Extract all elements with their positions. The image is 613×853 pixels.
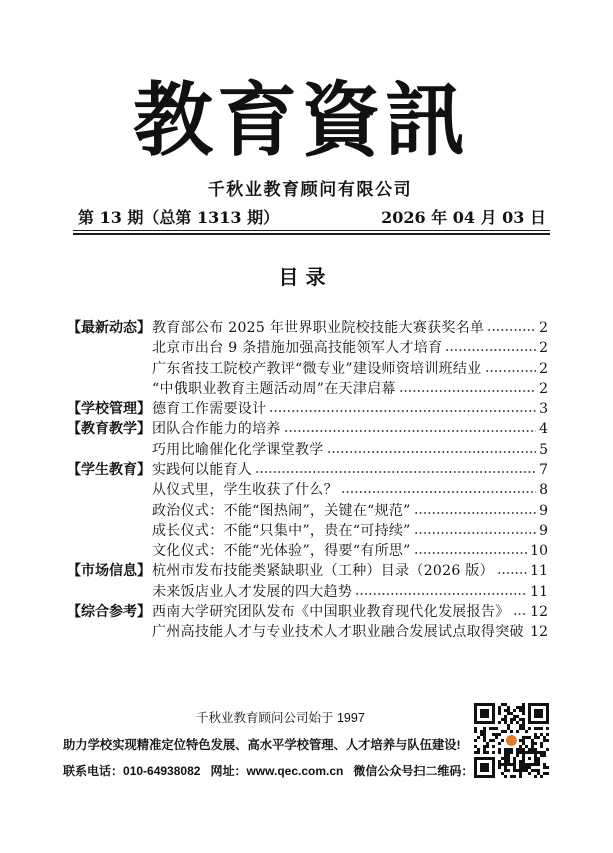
toc-entry-title: 德育工作需要设计: [152, 401, 267, 418]
toc-dot-leader: [255, 460, 536, 480]
toc-entry-title: 广东省技工院校产教评“微专业”建设师资培训班结业: [152, 360, 482, 377]
toc-section-label: 【学校管理】: [67, 401, 151, 418]
qr-logo: [506, 735, 517, 746]
toc-entry-page: 4: [539, 421, 548, 438]
toc-row: [67, 541, 548, 561]
toc-dot-leader: [341, 480, 536, 500]
toc-dot-leader: [485, 359, 537, 379]
table-of-contents: [67, 318, 548, 642]
toc-entry-page: 10: [530, 543, 548, 560]
toc-entry-title: 团队合作能力的培养: [152, 421, 281, 438]
toc-entry-title: 杭州市发布技能类紧缺职业（工种）目录（2026 版）: [152, 563, 494, 580]
toc-entry-title: 西南大学研究团队发布《中国职业教育现代化发展报告》: [152, 603, 510, 620]
issue-number: 第 13 期（总第 1313 期）: [78, 208, 280, 227]
toc-row: [67, 338, 548, 358]
issue-date: 2026 年 04 月 03 日: [381, 208, 546, 227]
toc-entry-page: 12: [530, 624, 548, 641]
toc-section-label: 【市场信息】: [67, 563, 151, 580]
toc-dot-leader: [513, 602, 528, 622]
footer-since: 千秋业教育顾问公司始于 1997: [196, 711, 365, 725]
toc-dot-leader: [327, 440, 536, 460]
toc-entry-page: 7: [539, 461, 548, 478]
toc-row: [67, 561, 548, 581]
toc-entry-title: 广州高技能人才与专业技术人才职业融合发展试点取得突破: [152, 624, 524, 641]
toc-entry-page: 3: [539, 401, 548, 418]
toc-row: [67, 460, 548, 480]
footer-contact-line: [63, 763, 473, 779]
toc-entry-page: 9: [539, 522, 548, 539]
toc-entry-page: 2: [539, 380, 548, 397]
publisher-name: 千秋业教育顾问有限公司: [207, 180, 413, 200]
toc-entry-page: 9: [539, 502, 548, 519]
toc-dot-leader: [497, 561, 527, 581]
toc-row: [67, 602, 548, 622]
toc-row: [67, 399, 548, 419]
toc-entry-title: 成长仪式：不能“只集中”，贵在“可持续”: [152, 522, 411, 539]
toc-row: [67, 440, 548, 460]
toc-section-label: 【最新动态】: [67, 320, 151, 337]
qr-code-icon: [474, 703, 549, 778]
toc-row: [67, 318, 548, 338]
toc-row: [67, 500, 548, 520]
toc-dot-leader: [414, 501, 536, 521]
toc-entry-title: 巧用比喻催化化学课堂教学: [152, 441, 324, 458]
toc-dot-leader: [399, 379, 536, 399]
phone-number: 010-64938082: [123, 764, 201, 778]
toc-section-label: 【综合参考】: [67, 603, 151, 620]
footer-slogan: 助力学校实现精准定位特色发展、高水平学校管理、人才培养与队伍建设!: [63, 738, 461, 752]
toc-entry-title: 未来饭店业人才发展的四大趋势: [152, 583, 353, 600]
website-url: www.qec.com.cn: [246, 764, 344, 778]
toc-entry-page: 5: [539, 441, 548, 458]
toc-entry-page: 12: [530, 603, 548, 620]
toc-entry-page: 11: [530, 583, 548, 600]
toc-dot-leader: [269, 399, 536, 419]
toc-dot-leader: [414, 541, 528, 561]
phone-label: 联系电话：: [63, 764, 124, 778]
masthead-title: 教育資訊: [133, 73, 469, 167]
toc-row: [67, 379, 548, 399]
toc-dot-leader: [284, 419, 536, 439]
toc-row: [67, 480, 548, 500]
toc-row: [67, 581, 548, 601]
website-label: 网址：: [210, 764, 247, 778]
toc-entry-page: 11: [530, 563, 548, 580]
toc-row: [67, 359, 548, 379]
toc-entry-title: 实践何以能育人: [152, 461, 253, 478]
toc-section-label: 【学生教育】: [67, 461, 151, 478]
toc-dot-leader: [355, 582, 527, 602]
toc-entry-title: 文化仪式：不能“光体验”，得要“有所思”: [152, 543, 411, 560]
toc-dot-leader: [414, 521, 536, 541]
toc-entry-page: 2: [539, 360, 548, 377]
toc-heading: 目 录: [278, 265, 326, 289]
toc-dot-leader: [445, 338, 536, 358]
toc-row: [67, 622, 548, 642]
toc-row: [67, 419, 548, 439]
masthead-rule: [73, 230, 550, 235]
toc-entry-title: 教育部公布 2025 年世界职业院校技能大赛获奖名单: [152, 320, 485, 337]
toc-row: [67, 521, 548, 541]
toc-entry-page: 2: [539, 340, 548, 357]
toc-entry-page: 2: [539, 320, 548, 337]
toc-entry-title: 北京市出台 9 条措施加强高技能领军人才培育: [152, 340, 443, 357]
toc-section-label: 【教育教学】: [67, 421, 151, 438]
wechat-label: 微信公众号扫二维码：: [353, 764, 474, 778]
toc-entry-title: “中俄职业教育主题活动周”在天津启幕: [152, 380, 396, 397]
toc-dot-leader: [487, 318, 536, 338]
toc-entry-title: 政治仪式：不能“图热闹”，关键在“规范”: [152, 502, 411, 519]
toc-entry-title: 从仪式里，学生收获了什么？: [152, 482, 338, 499]
toc-entry-page: 8: [539, 482, 548, 499]
